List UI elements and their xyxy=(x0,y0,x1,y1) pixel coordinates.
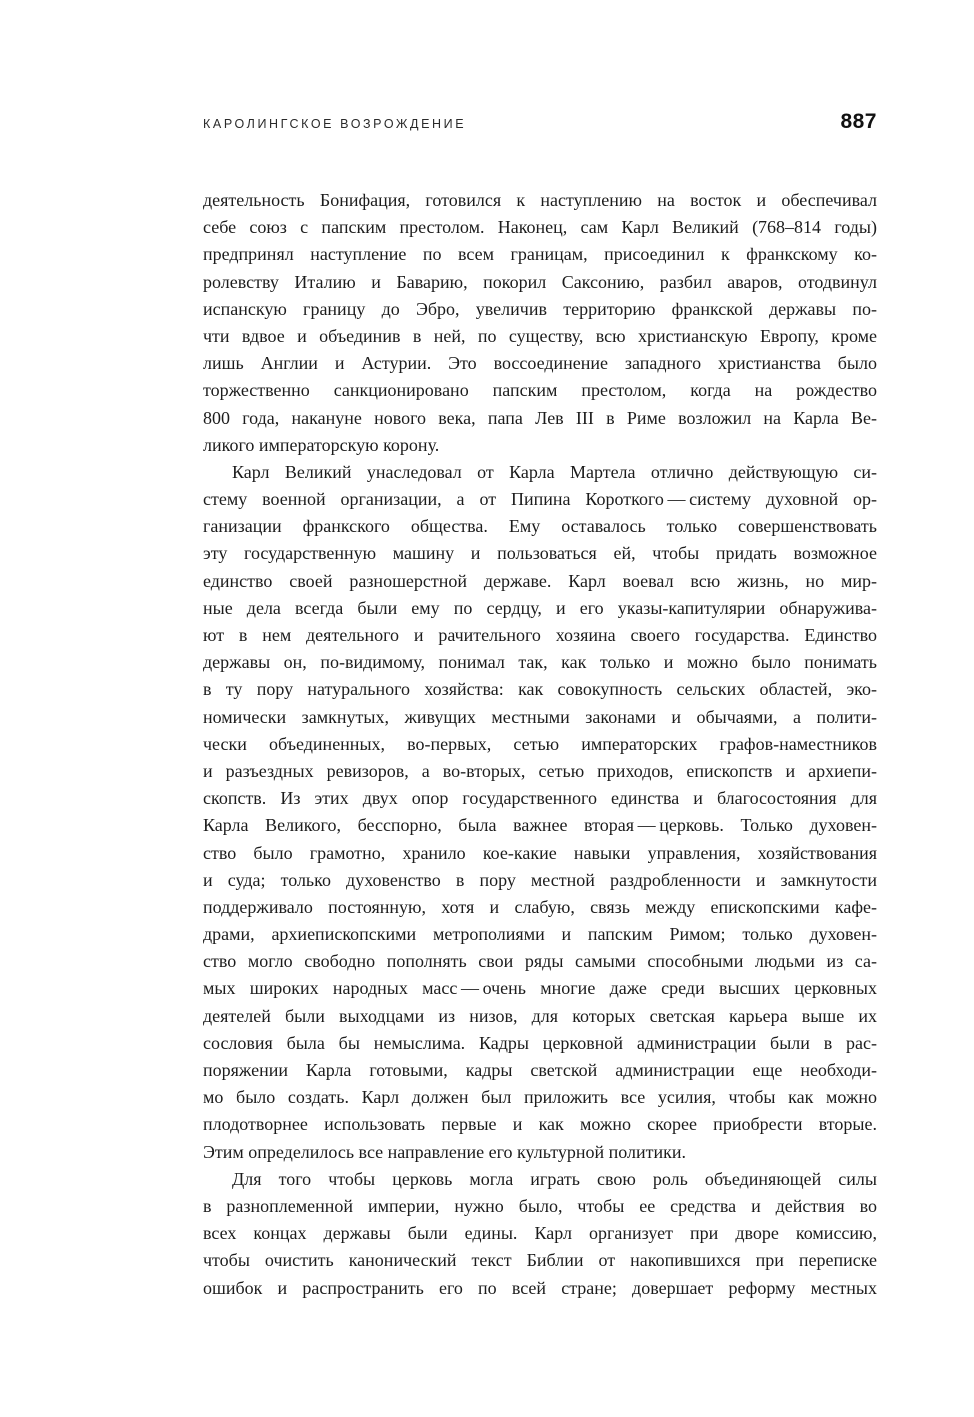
text-line: чески объединенных, во-первых, сетью императорских графов-наместников xyxy=(203,733,877,754)
text-line: лишь Англии и Астурии. Это воссоединение западного христианства было xyxy=(203,353,877,374)
text-line: чти вдвое и объединив в ней, по существу, всю христианскую Европу, кроме xyxy=(203,325,877,346)
text-line: торжественно санкционировано папским престолом, когда на рождество xyxy=(203,380,877,401)
text-line: поддерживало постоянную, хотя и слабую, связь между епископскими кафе- xyxy=(203,896,877,917)
text-line: в ту пору натурального хозяйства: как совокупность сельских областей, эко- xyxy=(203,679,877,700)
text-line: ство было грамотно, хранило кое-какие навыки управления, хозяйствования xyxy=(203,842,877,863)
text-line: мо было создать. Карл должен был приложить все усилия, чтобы как можно xyxy=(203,1087,877,1108)
text-line: скопств. Из этих двух опор государственного единства и благосостояния для xyxy=(203,788,877,809)
text-line: себе союз с папским престолом. Наконец, сам Карл Великий (768–814 годы) xyxy=(203,217,877,238)
text-line: Для того чтобы церковь могла играть свою роль объединяющей силы xyxy=(232,1168,877,1189)
text-line: ные дела всегда были ему по сердцу, и его указы-капитулярии обнаружива- xyxy=(203,597,877,618)
body-text xyxy=(203,187,877,1302)
running-header xyxy=(203,110,877,134)
text-line: мых широких народных масс — очень многие даже среди высших церковных xyxy=(203,978,877,999)
text-line: ролевству Италию и Баварию, покорил Саксонию, разбил аваров, отодвинул xyxy=(203,271,877,292)
text-line: испанскую границу до Эбро, увеличив территорию франкской державы по- xyxy=(203,298,877,319)
text-line: стему военной организации, а от Пипина Короткого — систему духовной ор- xyxy=(203,489,877,510)
text-line: и суда; только духовенство в пору местной раздробленности и замкнутости xyxy=(203,869,877,890)
text-line: в разноплеменной империи, нужно было, чтобы ее средства и действия во xyxy=(203,1195,877,1216)
page-number: 887 xyxy=(840,110,877,133)
text-line: предпринял наступление по всем границам, присоединил к франкскому ко- xyxy=(203,244,877,265)
text-line: державы он, по-видимому, понимал так, как только и можно было понимать xyxy=(203,652,877,673)
text-line: чтобы очистить канонический текст Библии от накопившихся при переписке xyxy=(203,1250,877,1271)
text-line: деятелей были выходцами из низов, для которых светская карьера выше их xyxy=(203,1005,877,1026)
text-line: поряжении Карла готовыми, кадры светской администрации еще необходи- xyxy=(203,1060,877,1080)
text-line: единство своей разношерстной державе. Карл воевал всю жизнь, но мир- xyxy=(203,570,877,591)
text-line: сословия была бы немыслима. Кадры церковной администрации были в рас- xyxy=(203,1032,877,1053)
text-line: ошибок и распространить его по всей стране; довершает реформу местных xyxy=(203,1277,877,1298)
paragraph xyxy=(203,459,877,1166)
text-line: деятельность Бонифация, готовился к наступлению на восток и обеспечивал xyxy=(203,190,877,210)
text-line: Карл Великий унаследовал от Карла Мартела отлично действующую си- xyxy=(232,461,877,482)
text-line: 800 года, накануне нового века, папа Лев III в Риме возложил на Карла Ве- xyxy=(203,407,877,428)
text-line: Карла Великого, бесспорно, была важнее вторая — церковь. Только духовен- xyxy=(203,815,877,836)
text-line: ство могло свободно пополнять свои ряды самыми способными людьми из са- xyxy=(203,951,877,972)
text-line: Этим определилось все направление его культурной политики. xyxy=(203,1141,687,1162)
text-line: ганизации франкского общества. Ему оставалось только совершенствовать xyxy=(203,516,877,537)
text-line: ют в нем деятельного и рачительного хозяина своего государства. Единство xyxy=(203,625,877,645)
text-line: плодотворнее использовать первые и как можно скорее приобрести вторые. xyxy=(203,1114,877,1135)
text-line: эту государственную машину и пользоваться ей, чтобы придать возможное xyxy=(203,543,877,564)
text-line: и разъездных ревизоров, а во-вторых, сетью приходов, епископств и архиепи- xyxy=(203,760,877,781)
text-line: номически замкнутых, живущих местными законами и обычаями, а полити- xyxy=(203,706,877,727)
paragraph xyxy=(203,1166,877,1302)
running-title: КАРОЛИНГСКОЕ ВОЗРОЖДЕНИЕ xyxy=(203,117,467,131)
paragraph xyxy=(203,187,877,459)
text-line: драми, архиепископскими метрополиями и папским Римом; только духовен- xyxy=(203,924,877,945)
text-line: ликого императорскую корону. xyxy=(203,434,440,455)
text-line: всех концах державы были едины. Карл организует при дворе комиссию, xyxy=(203,1223,877,1244)
